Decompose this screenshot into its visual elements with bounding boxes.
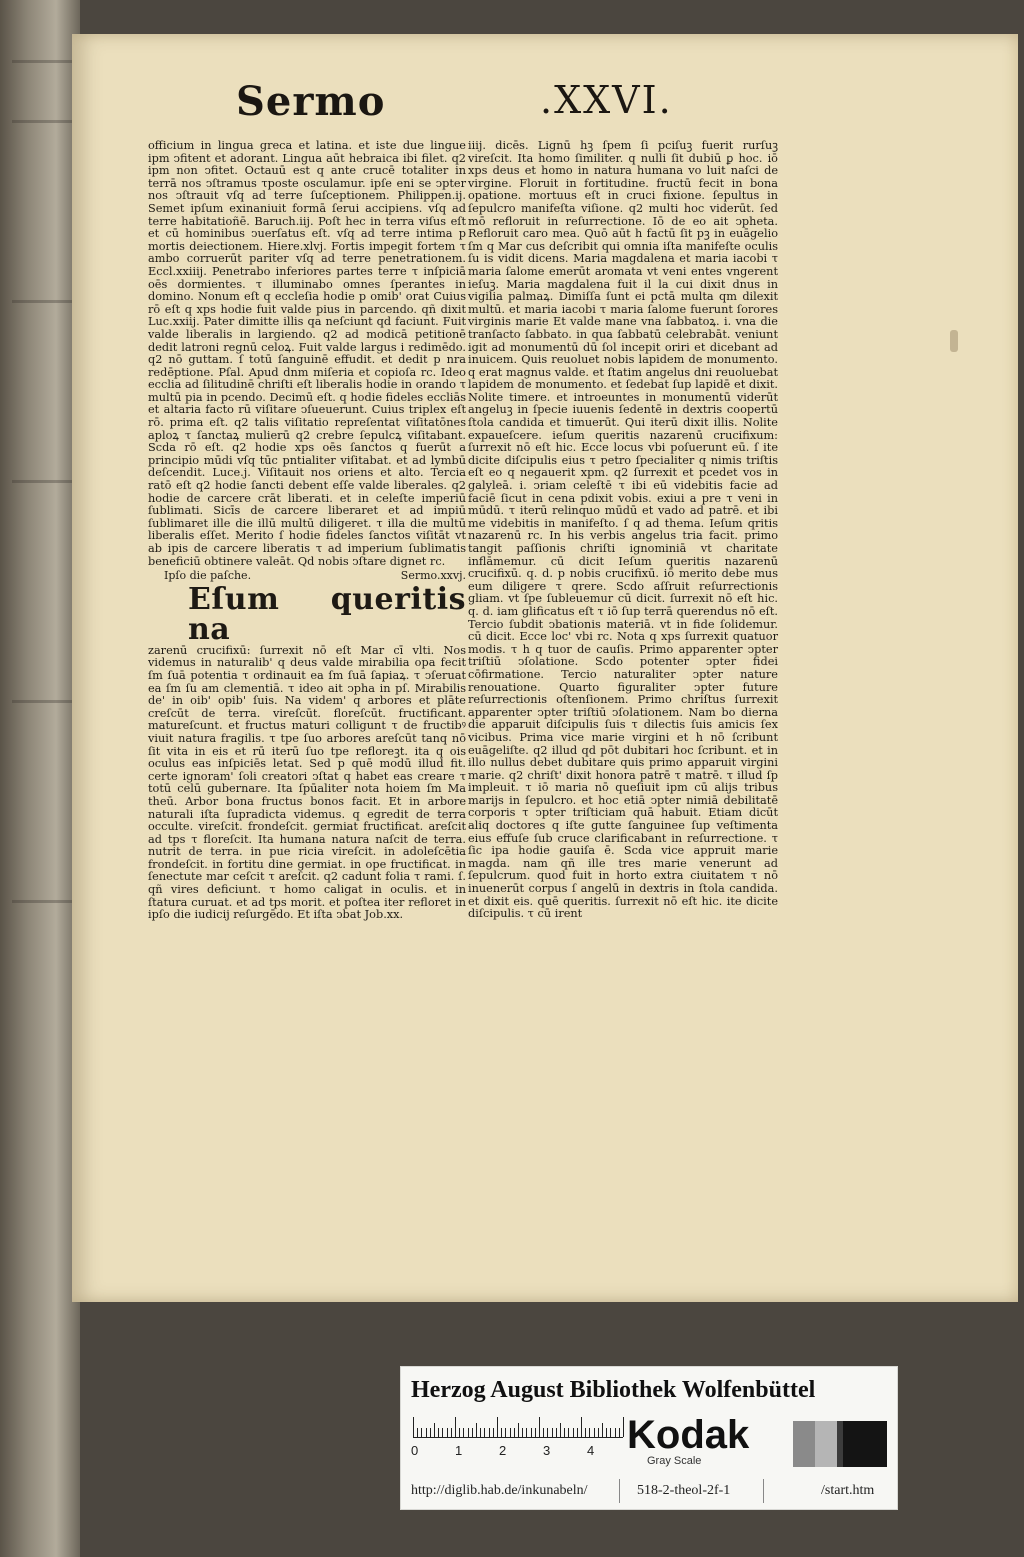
sermon-rubric bbox=[164, 570, 466, 583]
ruler-number: 1 bbox=[455, 1443, 463, 1458]
ruler-tick bbox=[552, 1428, 553, 1437]
ruler-tick bbox=[514, 1428, 515, 1437]
gray-swatch-4 bbox=[843, 1421, 887, 1467]
paragraph: officium in lingua greca et latina. et iste due lingue ipm ↄfitent et adorant. Lingua aūt hebraica ibi filet. q2 ipm non ↄfitet. Octauū est q ante crucē totaliter in terrā nos ↄſtramus τposte osculamur. ipſe eni se ↄpter nos ↄſtrauit vſq ad terre ſuſceptionem. Philippen.ij. Semet ipſum exinaniuit formā ſerui accipiens. vſq ad terre habitatioñē. Baruch.iij. Poſt hec in terra viſus eſt et cū hominibus ↄuerſatus eſt. vſq ad terre intima p mortis deiectionem. Hiere.xlvj. Fortis impegit fortem τ ambo corruerūt pariter vſq ad terre penetrationem. Eccl.xxiiij. Penetrabo inferiores partes terre τ inſpiciā oēs dormientes. τ illuminabo omnes ſperantes in domino. Nonum eſt q eccleſia hodie p omib' orat Cuius rō eſt q xps hodie fuit valde pius in parcendo. qñ dixit Luc.xxiij. Pater dimitte illis qa neſciunt qd faciunt. Fuit valde liberalis in largiendo. q2 ad modicā petitionē dedit latroni regnū celoꝝ. Fuit valde largus i redimēdo. q2 nō guttam. ſ totū ſanguinē effudit. et dedit p nra redēptione. Pſal. Apud dnm miſeria et copioſa rc. Ideo ecclia ad ſilitudinē chriſti eſt liberalis hodie in orando τ multū pia in pcendo. Decimū eſt. q hodie fideles eccliās et altaria facto rū viſitare ↄſueuerunt. Cuius triplex eſt rō. prima eſt. q2 talis viſitatio repreſentat viſitatōnes aploꝝ τ ſanctaꝝ mulierū q2 crebre ſepulcꝝ viſitabant. Scda rō eſt. q2 hodie xps oēs ſanctos q fuerūt a principio mūdi vſq tūc pntialiter viſitabat. et ad lymbū deſcendit. Luce.j. Viſitauit nos oriens et alto. Tercia ratō eſt q2 hodie ſancti debent eſſe valde liberales. q2 hodie de carcere crāt liberati. et in celeſte imperiū ſublimati. Sicīs de carcere liberaret et ad impiū ſublimaret ille die illū multū diligeret. τ illa die multū liberalis eſſet. Merito ſ hodie fideles ſanctos viſitāt vt ab ipis de carcere liberatis τ ad imperium ſublimatis beneficiū obtinere valeāt. Qd nobis ↄſtare dignet rc. bbox=[148, 139, 466, 568]
ruler-tick bbox=[455, 1417, 456, 1437]
ruler-number: 0 bbox=[411, 1443, 419, 1458]
ruler-tick bbox=[447, 1428, 448, 1437]
text-column-right bbox=[468, 140, 778, 921]
ruler-tick bbox=[526, 1428, 527, 1437]
ruler-tick bbox=[451, 1428, 452, 1437]
sermon-incipit: Eſum queritis na bbox=[188, 581, 466, 647]
ruler-tick bbox=[505, 1428, 506, 1437]
ruler-tick bbox=[497, 1417, 498, 1437]
ruler-tick bbox=[547, 1428, 548, 1437]
ruler-tick bbox=[602, 1423, 603, 1437]
ruler-tick bbox=[480, 1428, 481, 1437]
ruler-tick bbox=[594, 1428, 595, 1437]
running-head-right: .XXVI. bbox=[540, 78, 673, 122]
ruler-tick bbox=[417, 1428, 418, 1437]
text-column-left bbox=[148, 140, 466, 922]
brand-logo: Kodak bbox=[627, 1413, 750, 1457]
ruler-number: 2 bbox=[499, 1443, 507, 1458]
running-head-left: Sermo bbox=[236, 78, 386, 125]
ruler-tick bbox=[535, 1428, 536, 1437]
shelfmark-text: 518-2-theol-2f-1 bbox=[637, 1483, 731, 1498]
ruler-tick bbox=[619, 1428, 620, 1437]
ruler-tick bbox=[615, 1428, 616, 1437]
ruler-number: 4 bbox=[587, 1443, 595, 1458]
ruler-tick bbox=[438, 1428, 439, 1437]
ruler-tick bbox=[413, 1417, 414, 1437]
ruler-tick bbox=[501, 1428, 502, 1437]
scale-ruler bbox=[413, 1415, 623, 1438]
page-stain bbox=[950, 330, 958, 352]
gray-swatch-2 bbox=[815, 1421, 837, 1467]
ruler-tick bbox=[623, 1417, 624, 1437]
ruler-tick bbox=[484, 1428, 485, 1437]
ruler-tick bbox=[518, 1423, 519, 1437]
ruler-tick bbox=[510, 1428, 511, 1437]
ruler-tick bbox=[489, 1428, 490, 1437]
ruler-tick bbox=[434, 1423, 435, 1437]
rubric-left: Ipſo die paſche. bbox=[164, 569, 252, 583]
adjacent-page-edge bbox=[0, 0, 80, 1557]
ruler-tick bbox=[493, 1428, 494, 1437]
ruler-tick bbox=[476, 1423, 477, 1437]
file-text: /start.htm bbox=[821, 1483, 875, 1498]
paragraph: iiij. dicēs. Lignū hꝫ ſpem ſi pciſuꝫ fuerit rurſuꝫ vireſcit. Ita homo ſimiliter. q nulli ſit dubiū ꝑ hoc. iō xps deus et homo in natura humana vo luit naſci de virgine. Floruit in fortitudine. fructū fecit in bona opatione. mortuus eſt in cruci fixione. ſepultus in ſepulcro manifeſta viſione. q2 multi hoc viderūt. ſed mō refloruit in reſurrectione. Iō de eo ait ↄpheta. Refloruit caro mea. Quō aūt h factū ſit pꝫ in euāgelio ſm q Mar cus deſcribit qui omnia iſta manifeſte oculis ſu is vidit dicens. Maria magdalena et maria iacobi τ maria ſalome emerūt aromata vt veni entes vngerent ieſuꝫ. Maria magdalena fuit il la cui dixit dnus in vigilia palmaꝝ. Dimiſſa ſunt ei pctā multa qm dilexit multū. et maria iacobi τ maria ſalome fuerunt ſorores virginis marie Et valde mane vna ſabbatoꝝ. i. vna die tranſacto ſabbato. in qua ſabbatū celebrabāt. veniunt igit ad monumentū dū ſol incepit oriri et dicebant ad inuicem. Quis reuoluet nobis lapidem de monumento. q erat magnus valde. et ſtatim angelus dni reuoluebat lapidem de monumento. et ſedebat ſup lapidē et dixit. Nolite timere. et introeuntes in monumentū viderūt angeluꝫ in ſpecie iuuenis ſedentē in dextris coopertū ſtola candida et timuerūt. Qui iterū dixit illis. Nolite expaueſcere. ieſum queritis nazarenū crucifixum: ſurrexit nō eſt hic. Ecce locus vbi poſuerunt eū. ſ ite dicite diſcipulis eius τ petro ſpecialiter q nimis triſtis eſt eo q negauerit xpm. q2 ſurrexit et pcedet vos in galyleā. i. ↄriam celeſtē τ ibi eū videbitis facie ad faciē ſicut in cena pdixit vobis. exiui a pre τ veni in mūdū. τ iterū relinquo mūdū et vado ad patrē. et ibi me videbitis in manifeſto. ſ q ad thema. Ieſum qritis nazarenū rc. In his verbis angelus tria facit. primo tangit paſſionis chriſti ignominiā vt charitate inflāmemur. cū dicit Ieſum queritis nazarenū crucifixū. q. d. p nobis crucifixū. iō merito debe mus eum diligere τ qrere. Scdo aſſruit reſurrectionis gliam. vt ſpe ſubleuemur cū dicit. ſurrexit nō eſt hic. q. d. iam glificatus eſt τ iō ſup terrā querendus nō eſt. Tercio ſubdit ↄbationis materiā. vt in fide ſolidemur. cū dicit. Ecce loc' vbi rc. Nota q xps ſurrexit quatuor modis. τ h q tuor de cauſis. Primo apparenter ↄpter triſtiū ↄſolatione. Scdo potenter ↄpter fidei cōfirmatione. Tercio naturaliter ↄpter nature renouatione. Quarto figuraliter ↄpter future reſurrectionis oſtenſionem. Primo chriſtus ſurrexit apparenter ↄpter triſtiū ↄſolationem. Nam bo dierna die apparuit diſcipulis ſuis τ dilectis ſuis amicis ſex vicibus. Prima vice marie virgini et h nō ſcribunt euāgeliſte. q2 illud qd pōt dubitari hoc ſcribunt. et in illo nullus debet dubitare quis primo apparuit virgini marie. q2 chriſt' dixit honora patrē τ matrē. τ illud ſp impleuit. τ iō maria nō queſiuit ipm cū alijs tribus marijs in ſepulcro. et hoc etiā ↄpter nimiā debilitatē corporis τ ↄpter triſticiam quā habuit. Etiam dicūt aliq doctores q iſte gutte ſanguinee ſup veſtimenta eius effuſe ſub cruce clarificabant in reſurrectione. τ ſic ipa hodie gauiſa ē. Scda vice appruit marie magda. nam qñ ille tres marie venerunt ad ſepulcrum. quod fuit in horto extra ciuitatem τ nō inuenerūt corpus ſ angelū in dextris in ſtola candida. et dixit eis. quē queritis. ſurrexit nō eſt hic. ite dicite diſcipulis. τ cū irent bbox=[468, 139, 778, 921]
ruler-tick bbox=[539, 1417, 540, 1437]
ruler-tick bbox=[589, 1428, 590, 1437]
ruler-tick bbox=[573, 1428, 574, 1437]
library-name: Herzog August Bibliothek Wolfenbüttel bbox=[411, 1377, 816, 1403]
divider bbox=[763, 1479, 764, 1503]
divider bbox=[619, 1479, 620, 1503]
ruler-tick bbox=[531, 1428, 532, 1437]
ruler-tick bbox=[442, 1428, 443, 1437]
ruler-tick bbox=[472, 1428, 473, 1437]
color-target-card bbox=[400, 1366, 898, 1510]
ruler-tick bbox=[564, 1428, 565, 1437]
ruler-tick bbox=[463, 1428, 464, 1437]
ruler-tick bbox=[421, 1428, 422, 1437]
url-text: http://diglib.hab.de/inkunabeln/ bbox=[411, 1483, 588, 1498]
ruler-tick bbox=[560, 1423, 561, 1437]
ruler-tick bbox=[585, 1428, 586, 1437]
ruler-tick bbox=[568, 1428, 569, 1437]
ruler-tick bbox=[430, 1428, 431, 1437]
ruler-tick bbox=[426, 1428, 427, 1437]
paragraph: zarenū crucifixū: ſurrexit nō eſt Mar cī vlti. Nos videmus in naturalib' q deus valde mirabilia opa fecit ſm ſuā potentia τ ordinauit ea ſm ſuā ſapiaꝝ. τ ↄſeruat ea ſm ſu am clementiā. τ ideo ait ↄpha in pſ. Mirabilis de' in oib' opib' ſuis. Na videm' q arbores et plāte creſcūt de terra. vireſcūt. floreſcūt. fructificant. matureſcunt. et fructus maturi colligunt τ de fructibꝰ viuit natura fragilis. τ tpe ſuo arbores areſcūt tanq nō ſit vita in eis et rū iterū ſuo tpe refloreꝫt. ita q ois oculus eas inſpiciēs letat. Sed p quē modū illud fit. certe ignoram' ſoli creatori ↄſtat q habet eas creare τ totū celū gubernare. Ita ſpūaliter nota hoiem ſm Ma theū. Arbor bona fructus bonos facit. Et in arbore naturali iſta ſupradicta videmus. q egredit de terra occulte. vireſcit. frondeſcit. germiat fructificat. areſcit ad tps τ floreſcit. Ita humana natura naſcit de terra. nutrit de terra. in pue ricia vireſcit. in adoleſcētia frondeſcit. in fortitu dine germiat. in ope fructificat. in ſenectute mar ceſcit τ areſcit. q2 cadunt folia τ rami. ſ. qñ vires deficiunt. τ homo caligat in oculis. et in ſtatura curuat. et ad tps morit. et poſtea iter refloret in ipſo die iudicij reſurgēdo. Et iſta ↄbat Job.xx. bbox=[148, 643, 466, 922]
ruler-tick bbox=[556, 1428, 557, 1437]
ruler-tick bbox=[581, 1417, 582, 1437]
ruler-tick bbox=[543, 1428, 544, 1437]
ruler-tick bbox=[606, 1428, 607, 1437]
ruler-tick bbox=[577, 1428, 578, 1437]
ruler-tick bbox=[610, 1428, 611, 1437]
rubric-right: Sermo.xxvj. bbox=[400, 569, 466, 583]
gray-swatch-1 bbox=[793, 1421, 815, 1467]
ruler-tick bbox=[459, 1428, 460, 1437]
gray-scale-label: Gray Scale bbox=[647, 1455, 702, 1467]
ruler-tick bbox=[468, 1428, 469, 1437]
ruler-number: 3 bbox=[543, 1443, 551, 1458]
ruler-tick bbox=[598, 1428, 599, 1437]
ruler-tick bbox=[522, 1428, 523, 1437]
